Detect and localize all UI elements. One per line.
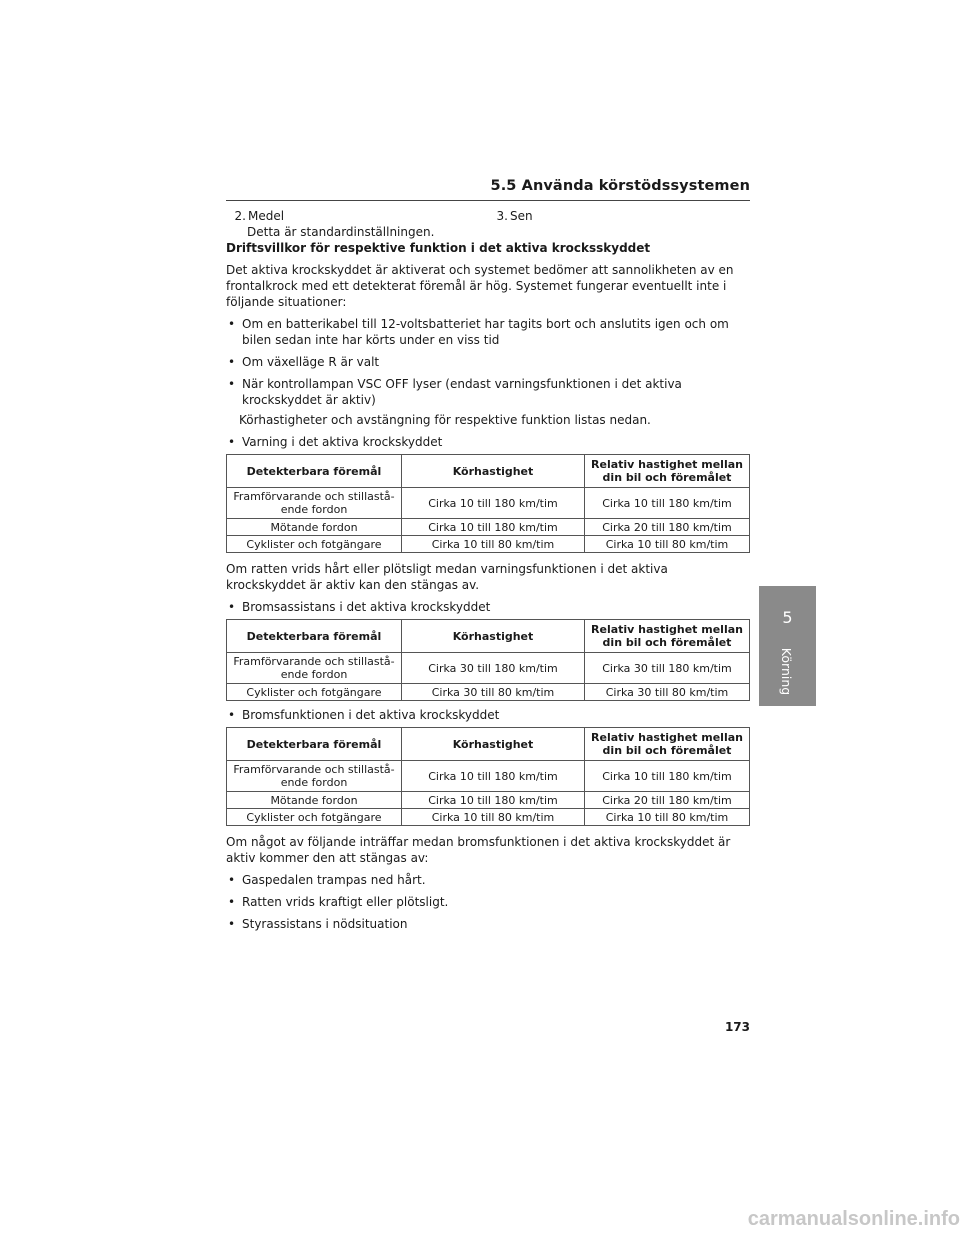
table-row [227,653,750,684]
table-title: Bromsassistans i det aktiva krockskyddet [242,600,491,614]
table-cell: Cirka 20 till 180 km/tim [585,792,750,809]
table-row [227,809,750,826]
table-cell: Cyklister och fotgängare [227,684,402,701]
table-row [227,488,750,519]
bullet-icon: • [228,435,236,449]
bullet-icon: • [228,895,236,909]
table-cell: Cirka 10 till 180 km/tim [585,488,750,519]
list-item [226,872,750,888]
table-cell: Cirka 30 till 180 km/tim [402,653,585,684]
table-cell: Cirka 10 till 80 km/tim [585,809,750,826]
condition-text: Om en batterikabel till 12-voltsbatteriet har tagits bort och anslutits igen och om bilen sedan inte har körts under en viss tid [242,317,729,347]
shutdown-text: Styrassistans i nödsituation [242,917,408,931]
column-header: Körhastighet [402,620,585,653]
header-rule [226,200,750,201]
page-number: 173 [724,1020,750,1034]
bullet-icon: • [228,873,236,887]
table-row [227,792,750,809]
table-row [227,761,750,792]
table-cell: Cirka 30 till 80 km/tim [585,684,750,701]
warning-table [226,454,750,553]
table-row [227,536,750,553]
list-note: Detta är standardinställningen. [247,225,435,239]
list-item [226,376,750,408]
bullet-icon: • [228,355,236,369]
table-title: Varning i det aktiva krockskyddet [242,435,443,449]
table-cell: Cirka 10 till 180 km/tim [402,792,585,809]
list-item [226,894,750,910]
table-cell: Mötande fordon [227,519,402,536]
table-cell: Cyklister och fotgängare [227,536,402,553]
list-item [226,707,750,723]
table-cell: Cirka 30 till 80 km/tim [402,684,585,701]
bullet-icon: • [228,317,236,331]
shutdown-text: Gaspedalen trampas ned hårt. [242,873,426,887]
table-row [227,519,750,536]
table-cell: Cyklister och fotgängare [227,809,402,826]
table-header-row [227,620,750,653]
intro-paragraph: Det aktiva krockskyddet är aktiverat och systemet bedömer att sannolikheten av en frontalkrock med ett detekterat föremål är hög. Systemet fungerar eventuellt inte i följande situationer: [226,263,734,309]
table-cell: Cirka 10 till 80 km/tim [402,809,585,826]
bullet-icon: • [228,917,236,931]
section-header: 5.5 Använda körstödssystemen [490,178,750,194]
table-cell: Cirka 30 till 180 km/tim [585,653,750,684]
column-header: Körhastighet [402,455,585,488]
list-item [226,434,750,450]
list-item [226,599,750,615]
chapter-label-box [771,646,803,696]
brake-function-table [226,727,750,826]
table-cell: Cirka 10 till 180 km/tim [402,488,585,519]
table-cell: Cirka 10 till 180 km/tim [402,519,585,536]
table-cell: Mötande fordon [227,792,402,809]
column-header: Detekterbara föremål [227,620,402,653]
list-item-label: Sen [510,209,533,223]
list-item [226,916,750,932]
section-heading: Driftsvillkor för respektive funktion i det aktiva krocksskyddet [226,241,651,255]
list-item [226,316,750,348]
table-cell: Framförvarande och stillastå-ende fordon [227,653,402,684]
list-item-number: 2. [234,209,246,223]
column-header: Relativ hastighet mellan din bil och föremålet [585,728,750,761]
watermark: carmanualsonline.info [747,1208,960,1230]
column-header: Körhastighet [402,728,585,761]
numbered-list [226,208,750,224]
table-cell: Cirka 10 till 180 km/tim [402,761,585,792]
page-content [226,208,750,932]
warning-note: Om ratten vrids hårt eller plötsligt medan varningsfunktionen i det aktiva krockskyddet är aktiv kan den stängas av. [226,562,668,592]
table-cell: Framförvarande och stillastå-ende fordon [227,488,402,519]
table-cell: Cirka 10 till 80 km/tim [585,536,750,553]
table-cell: Cirka 20 till 180 km/tim [585,519,750,536]
list-item [226,354,750,370]
shutdown-text: Ratten vrids kraftigt eller plötsligt. [242,895,449,909]
bullet-icon: • [228,600,236,614]
chapter-number: 5 [782,608,793,627]
list-item [226,208,488,224]
table-header-row [227,455,750,488]
column-header: Detekterbara föremål [227,728,402,761]
bullet-icon: • [228,708,236,722]
condition-text: När kontrollampan VSC OFF lyser (endast varningsfunktionen i det aktiva krockskyddet är aktiv) [242,377,682,407]
table-row [227,684,750,701]
chapter-tab [759,586,816,706]
chapter-label: Körning [779,647,795,695]
condition-text: Om växelläge R är valt [242,355,380,369]
column-header: Relativ hastighet mellan din bil och föremålet [585,620,750,653]
brake-note: Om något av följande inträffar medan bromsfunktionen i det aktiva krockskyddet är aktiv kommer den att stängas av: [226,835,731,865]
list-item-label: Medel [248,209,285,223]
bullet-icon: • [228,377,236,391]
table-cell: Cirka 10 till 80 km/tim [402,536,585,553]
brake-assist-table [226,619,750,701]
table-header-row [227,728,750,761]
list-item [488,208,750,224]
column-header: Detekterbara föremål [227,455,402,488]
speeds-note: Körhastigheter och avstängning för respektive funktion listas nedan. [239,413,651,427]
table-title: Bromsfunktionen i det aktiva krockskyddet [242,708,500,722]
table-cell: Cirka 10 till 180 km/tim [585,761,750,792]
column-header: Relativ hastighet mellan din bil och föremålet [585,455,750,488]
table-cell: Framförvarande och stillastå-ende fordon [227,761,402,792]
list-item-number: 3. [496,209,508,223]
